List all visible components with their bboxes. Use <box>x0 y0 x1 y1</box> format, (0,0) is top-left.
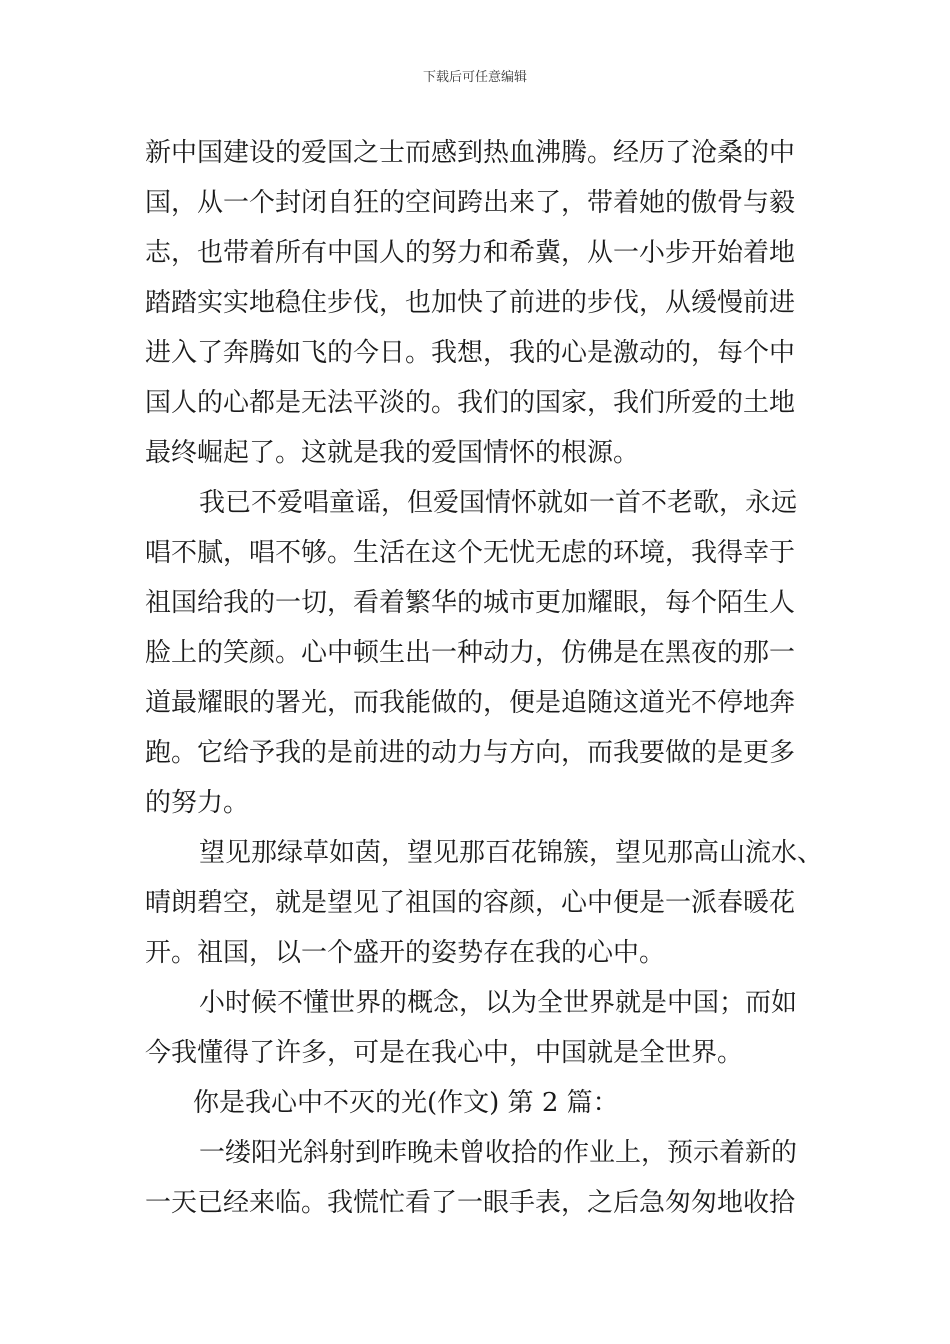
text-line: 国人的心都是无法平淡的。我们的国家，我们所爱的土地 <box>145 388 796 418</box>
text-line: 志，也带着所有中国人的努力和希冀，从一小步开始着地 <box>145 238 796 268</box>
text-line: 开。祖国，以一个盛开的姿势存在我的心中。 <box>145 938 666 968</box>
document-body <box>145 128 824 1228</box>
text-line: 新中国建设的爱国之士而感到热血沸腾。经历了沧桑的中 <box>145 138 796 168</box>
text-line: 最终崛起了。这就是我的爱国情怀的根源。 <box>145 438 640 468</box>
text-line: 唱不腻，唱不够。生活在这个无忧无虑的环境，我得幸于 <box>145 538 796 568</box>
text-line: 望见那绿草如茵，望见那百花锦簇，望见那高山流水、 <box>199 838 824 868</box>
text-line: 国，从一个封闭自狂的空间跨出来了，带着她的傲骨与毅 <box>145 188 796 218</box>
text-line: 晴朗碧空，就是望见了祖国的容颜，心中便是一派春暖花 <box>145 888 796 918</box>
page-header-note: 下载后可任意编辑 <box>422 70 527 85</box>
text-line: 我已不爱唱童谣，但爱国情怀就如一首不老歌，永远 <box>199 488 798 518</box>
text-line: 祖国给我的一切，看着繁华的城市更加耀眼，每个陌生人 <box>145 588 796 618</box>
text-line: 跑。它给予我的是前进的动力与方向，而我要做的是更多 <box>145 738 796 768</box>
text-line: 的努力。 <box>145 788 250 818</box>
text-line: 道最耀眼的署光，而我能做的，便是追随这道光不停地奔 <box>145 688 796 718</box>
text-line: 踏踏实实地稳住步伐，也加快了前进的步伐，从缓慢前进 <box>145 288 796 318</box>
section-heading: 你是我心中不灭的光(作文) 第 2 篇： <box>193 1088 619 1118</box>
text-line: 小时候不懂世界的概念，以为全世界就是中国；而如 <box>199 988 798 1018</box>
text-line: 脸上的笑颜。心中顿生出一种动力，仿佛是在黑夜的那一 <box>145 638 796 668</box>
text-line: 今我懂得了许多，可是在我心中，中国就是全世界。 <box>145 1038 744 1068</box>
text-line: 一天已经来临。我慌忙看了一眼手表，之后急匆匆地收拾 <box>145 1188 796 1218</box>
text-line: 一缕阳光斜射到昨晚未曾收拾的作业上，预示着新的 <box>199 1138 798 1168</box>
text-line: 进入了奔腾如飞的今日。我想，我的心是激动的，每个中 <box>145 338 796 368</box>
